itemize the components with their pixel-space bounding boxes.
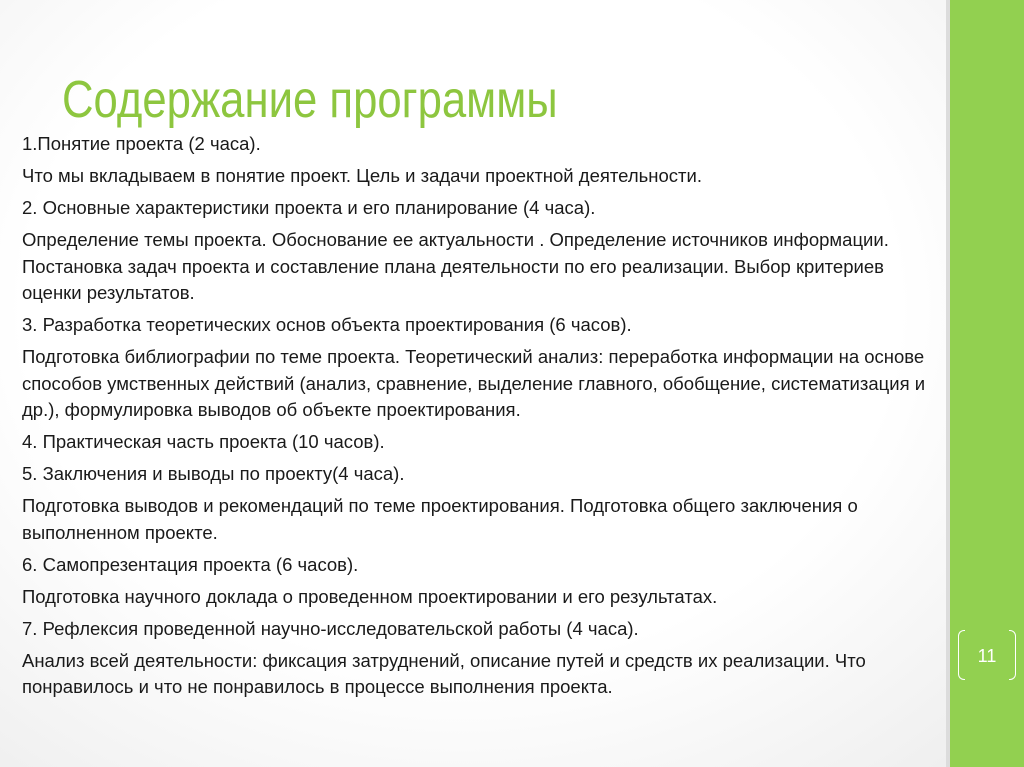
page-number: 11 <box>977 646 997 666</box>
left-brace-icon <box>958 630 965 680</box>
paragraph-1: 1.Понятие проекта (2 часа). <box>22 133 261 154</box>
paragraph-11: Подготовка научного доклада о проведенном проектировании и его результатах. <box>22 585 718 607</box>
paragraph-6: Подготовка библиографии по теме проекта. Теоретический анализ: переработка информации на основе способов умственных действий (анализ, сравнение, выделение главного, обобщение, систематизация и др.), формулировка выводов об объекте проектирования. <box>22 346 926 420</box>
page-number-badge <box>958 630 1016 682</box>
paragraph-5: 3. Разработка теоретических основ объекта проектирования (6 часов). <box>22 314 632 335</box>
paragraph-9: Подготовка выводов и рекомендаций по теме проектирования. Подготовка общего заключения о выполненном проекте. <box>22 495 858 543</box>
paragraph-3: 2. Основные характеристики проекта и его планирование (4 часа). <box>22 197 596 218</box>
paragraph-4: Определение темы проекта. Обоснование ее актуальности . Определение источников информации. Постановка задач проекта и составление плана деятельности по его реализации. Выбор критериев оценки результатов. <box>22 229 889 303</box>
paragraph-7: 4. Практическая часть проекта (10 часов). <box>22 431 385 452</box>
paragraph-2: Что мы вкладываем в понятие проект. Цель и задачи проектной деятельности. <box>22 165 702 186</box>
content-list <box>22 131 937 706</box>
paragraph-10: 6. Самопрезентация проекта (6 часов). <box>22 553 359 575</box>
slide-title: Содержание программы <box>62 71 558 129</box>
right-brace-icon <box>1009 630 1016 680</box>
paragraph-12: 7. Рефлексия проведенной научно-исследовательской работы (4 часа). <box>22 617 639 639</box>
paragraph-13: Анализ всей деятельности: фиксация затруднений, описание путей и средств их реализации. Что понравилось и что не понравилось в процессе выполнения проекта. <box>22 649 866 697</box>
paragraph-8: 5. Заключения и выводы по проекту(4 часа). <box>22 463 405 484</box>
